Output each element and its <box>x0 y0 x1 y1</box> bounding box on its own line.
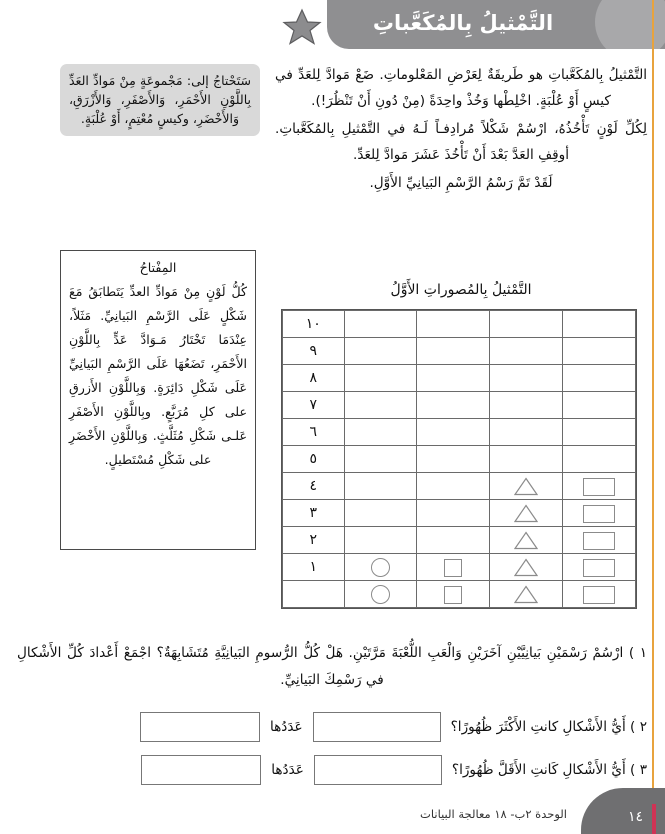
pictograph-cell[interactable] <box>562 338 635 365</box>
pictograph-cell[interactable] <box>344 581 417 608</box>
question-2-count-input[interactable] <box>140 712 260 742</box>
pictograph-cell[interactable] <box>344 554 417 581</box>
footer-accent-bar <box>652 804 656 834</box>
pictograph-cell[interactable] <box>344 419 417 446</box>
pictograph-cell[interactable] <box>344 500 417 527</box>
pictograph-row-label: ٦ <box>283 419 345 446</box>
key-text: كُلُّ لَوْنٍ مِنْ مَوادِّ العدِّ يَتَطابَقُ مَعَ شَكْلٍ عَلَى الرَّسْمِ البَيانِيِّ. مَثَلاً، عِنْدَمَا تَخْتَارُ مَـوَادَّ عَدٍّ بِاللَّوْنِ الأَحْمَرِ، تَضَعُهَا عَلَى الرَّسْمِ البَيانِيِّ عَلَى شَكْلِ دَائِرَةٍ. وَبِاللَّوْنِ الأَزرقِ على كلِ مُرَبَّعٍ. وبِاللَّوْنِ الأَصْفَرِ عَلـى شَكْلِ مُثَلَّثٍ. وَبِاللَّوْنِ الأَخْضَرِ على شَكْلِ مُسْتَطيلٍ. <box>69 284 247 467</box>
pictograph-row <box>283 392 636 419</box>
right-margin-rule <box>652 0 654 806</box>
pictograph-cell[interactable] <box>489 338 562 365</box>
pictograph-cell[interactable] <box>417 338 490 365</box>
pictograph-cell[interactable] <box>417 419 490 446</box>
question-1: ١ ) ارْسُمْ رَسْمَيْنِ بَيانِيَّيْنِ آخَرَيْنِ وَالْعَبِ اللُّعْبَةَ مَرَّتَيْنِ. هَلْ كُلُّ الرُّسومِ البَيانِيَّةِ مُتَشَابِهَةٌ؟ اجْمَعْ أَعْدادَ كُلِّ الأَشْكالِ في رَسْمِكَ البَيانِيِّ. <box>17 645 647 688</box>
pictograph-cell[interactable] <box>489 392 562 419</box>
square-shape <box>444 559 462 577</box>
pictograph-cell[interactable] <box>562 419 635 446</box>
triangle-shape <box>514 504 538 523</box>
triangle-shape <box>514 531 538 550</box>
pictograph-row-label: ٧ <box>283 392 345 419</box>
rectangle-shape <box>583 586 615 604</box>
pictograph-grid <box>281 309 637 609</box>
rectangle-shape <box>583 505 615 523</box>
pictograph-row-label: ٥ <box>283 446 345 473</box>
question-3-count-input[interactable] <box>141 755 261 785</box>
question-2-answer-input[interactable] <box>313 712 441 742</box>
pictograph-row-label: ٣ <box>283 500 345 527</box>
pictograph-row <box>283 473 636 500</box>
pictograph-cell[interactable] <box>562 311 635 338</box>
pictograph-cell[interactable] <box>489 473 562 500</box>
lesson-body <box>275 62 647 198</box>
pictograph-cell[interactable] <box>344 527 417 554</box>
pictograph-cell[interactable] <box>489 554 562 581</box>
pictograph-row <box>283 338 636 365</box>
pictograph-cell[interactable] <box>562 527 635 554</box>
pictograph-cell[interactable] <box>489 365 562 392</box>
rectangle-shape <box>583 559 615 577</box>
pictograph-cell[interactable] <box>417 392 490 419</box>
pictograph-cell[interactable] <box>562 392 635 419</box>
page-number: ١٤ <box>627 809 643 825</box>
pictograph-cell[interactable] <box>417 554 490 581</box>
pictograph-cell[interactable] <box>489 581 562 608</box>
square-shape <box>444 586 462 604</box>
pictograph-cell[interactable] <box>489 311 562 338</box>
lesson-paragraph-1: التَّمْثيلُ بِالمُكَعَّباتِ هو طَريقَةٌ لِعَرْضِ المَعْلوماتِ. ضَعْ مَوادَّ لِلعَدِّ في كيسٍ أَوْ عُلْبَةٍ. اخْلِطْها وَخُذْ واحِدَةً (مِنْ دُونِ أَنْ تَنْظُرَ!). <box>275 67 647 109</box>
key-legend-box <box>60 250 256 550</box>
question-2-count-label: عَدَدُها <box>269 719 303 735</box>
pictograph-table <box>282 310 636 608</box>
triangle-shape <box>514 585 538 604</box>
triangle-shape <box>514 558 538 577</box>
pictograph-cell[interactable] <box>489 500 562 527</box>
pictograph-row <box>283 311 636 338</box>
pictograph-cell[interactable] <box>344 392 417 419</box>
star-icon <box>282 8 322 46</box>
rectangle-shape <box>583 532 615 550</box>
chart-heading: التَّمْثيلُ بِالمُصوراتِ الأَوَّلُ <box>390 282 532 298</box>
lesson-paragraph-3: لَقَدْ تَمَّ رَسْمُ الرَّسْمِ البَيانِيِّ الأَوَّلِ. <box>369 175 553 191</box>
pictograph-cell[interactable] <box>417 446 490 473</box>
pictograph-cell[interactable] <box>417 311 490 338</box>
footer-unit-label: الوحدة ٢ب- ١٨ معالجة البيانات <box>420 807 567 821</box>
pictograph-cell[interactable] <box>417 500 490 527</box>
question-3-count-label: عَدَدُها <box>271 762 304 778</box>
lesson-paragraph-2: لِكُلِّ لَوْنٍ تَأْخُذُهُ، ارْسُمْ شَكْلاً مُرادِفـاً لَـهُ في التَّمْثيلِ بِالمُكَعَّباتِ. أوقِفِ العَدَّ بَعْدَ أَنْ تَأْخُذَ عَشَرَ مَوادَّ لِلعَدِّ. <box>275 121 647 163</box>
pictograph-cell[interactable] <box>344 446 417 473</box>
pictograph-cell[interactable] <box>417 581 490 608</box>
pictograph-row-label: ٩ <box>283 338 345 365</box>
materials-note-box: سَتَحْتاجُ إلى: مَجْموعَةٍ مِنْ مَوادِّ العَدِّ بِاللَّوْنِ الأَحْمَرِ، وَالأَصْفَرِ، وَالأَزْرَقِ، وَالأَخْضَرِ، وكيسٍ مُعْتِمٍ، أَوْ عُلْبَةٍ. <box>60 64 260 136</box>
pictograph-cell[interactable] <box>489 527 562 554</box>
question-2-text: ٢ ) أَيُّ الأَشْكالِ كانتِ الأَكْثَرَ ظُهُورًا؟ <box>450 719 647 735</box>
question-2-row <box>17 712 647 742</box>
pictograph-row-label: ١٠ <box>283 311 345 338</box>
pictograph-row <box>283 554 636 581</box>
rectangle-shape <box>583 478 615 496</box>
pictograph-row <box>283 500 636 527</box>
pictograph-row-label: ٨ <box>283 365 345 392</box>
pictograph-cell[interactable] <box>417 365 490 392</box>
pictograph-cell[interactable] <box>344 473 417 500</box>
pictograph-cell[interactable] <box>344 338 417 365</box>
header-decorative-circle <box>595 0 665 49</box>
key-title: المِفْتاحُ <box>139 260 177 275</box>
pictograph-cell[interactable] <box>489 446 562 473</box>
page-title: التَّمْثيلُ بِالمُكَعَّباتِ <box>372 11 554 35</box>
triangle-shape <box>514 477 538 496</box>
pictograph-cell[interactable] <box>417 473 490 500</box>
pictograph-cell[interactable] <box>489 419 562 446</box>
pictograph-cell[interactable] <box>562 500 635 527</box>
pictograph-row-label: ١ <box>283 554 345 581</box>
pictograph-row-label <box>283 581 345 608</box>
pictograph-cell[interactable] <box>417 527 490 554</box>
question-3-row <box>17 755 647 785</box>
pictograph-row <box>283 419 636 446</box>
pictograph-cell[interactable] <box>562 581 635 608</box>
pictograph-cell[interactable] <box>562 365 635 392</box>
circle-shape <box>371 585 390 604</box>
pictograph-row <box>283 446 636 473</box>
question-3-answer-input[interactable] <box>314 755 442 785</box>
pictograph-row <box>283 581 636 608</box>
pictograph-cell[interactable] <box>562 554 635 581</box>
pictograph-row-label: ٢ <box>283 527 345 554</box>
pictograph-cell[interactable] <box>344 365 417 392</box>
pictograph-cell[interactable] <box>562 473 635 500</box>
circle-shape <box>371 558 390 577</box>
question-3-text: ٣ ) أَيُّ الأَشْكالِ كَانتِ الأَقَلَّ ظُهُورًا؟ <box>451 762 647 778</box>
pictograph-cell[interactable] <box>344 311 417 338</box>
pictograph-row-label: ٤ <box>283 473 345 500</box>
pictograph-row <box>283 527 636 554</box>
pictograph-cell[interactable] <box>562 446 635 473</box>
pictograph-row <box>283 365 636 392</box>
